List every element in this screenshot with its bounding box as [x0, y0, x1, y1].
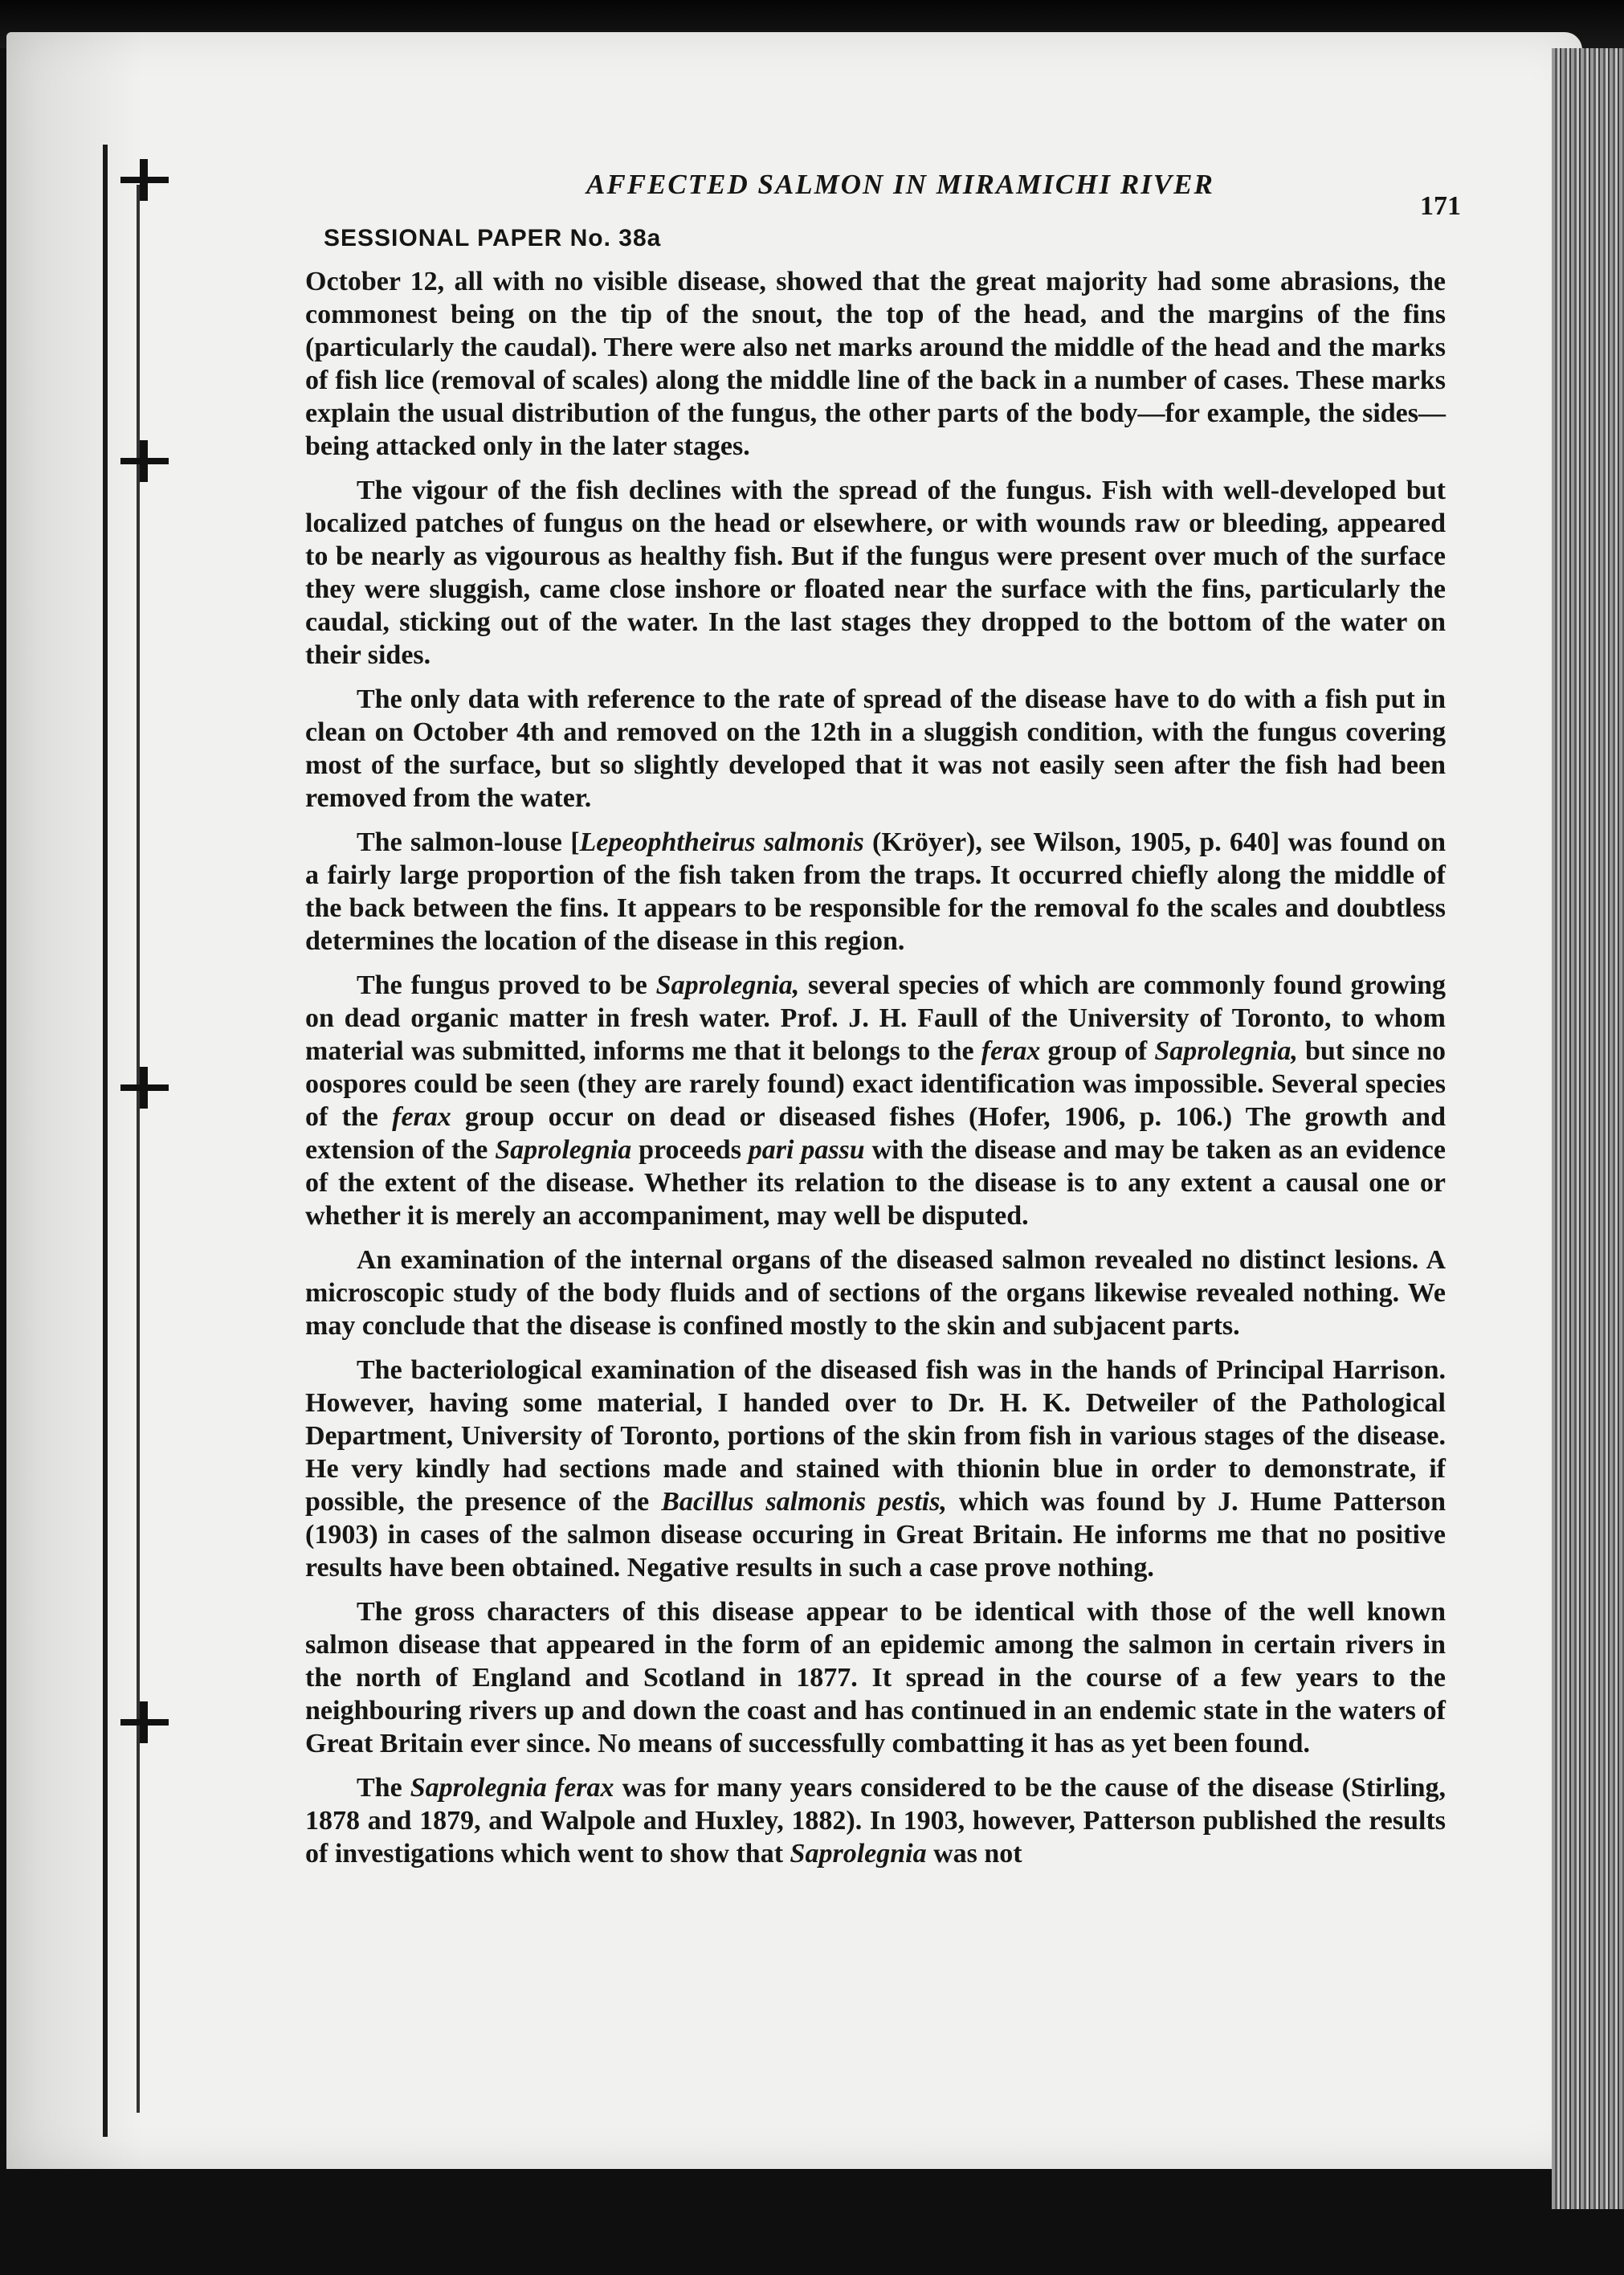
paragraph-text: was not: [926, 1839, 1022, 1869]
binding-stitch-mark: [120, 1719, 169, 1726]
paragraph: [305, 683, 1446, 815]
paragraph-text: but since no oospores could be seen (they are rarely found) exact identification was impossible. Several species of the: [305, 1036, 1446, 1132]
paragraph-text: The: [357, 1773, 410, 1803]
species-name: ferax: [981, 1036, 1041, 1066]
species-name: Saprolegnia: [790, 1839, 927, 1869]
species-name: Saprolegnia: [495, 1135, 632, 1165]
binding-line: [103, 145, 108, 2137]
book-page-edges: [1552, 48, 1624, 2209]
paragraph-text: The fungus proved to be: [357, 970, 656, 1000]
sessional-paper-label: SESSIONAL PAPER No. 38a: [324, 225, 662, 251]
paragraph: [305, 969, 1446, 1232]
paragraph-text: The vigour of the fish declines with the spread of the fungus. Fish with well-developed but localized patches of fungus on the head or elsewhere, or with wounds raw or bleeding, appeared to be nearly as vigourous as healthy fish. But if the fungus were present over much of the surface they were sluggish, came close inshore or floated near the surface with the fins, particularly the caudal, sticking out of the water. In the last stages they dropped to the bottom of the water on their sides.: [305, 476, 1446, 670]
paragraph-text: The salmon-louse [: [357, 827, 580, 857]
paragraph-text: October 12, all with no visible disease, showed that the great majority had some abrasions, the commonest being on the tip of the snout, the top of the head, and the margins of the fins (particularly the caudal). There were also net marks around the middle of the head and the marks of fish lice (removal of scales) along the middle line of the back in a number of cases. These marks explain the usual distribution of the fungus, the other parts of the body—for example, the sides—being attacked only in the later stages.: [305, 267, 1446, 461]
paragraph-text: several species of which are commonly found growing on dead organic matter in fresh water. Prof. J. H. Faull of the University of Toronto, to whom material was submitted, informs me that it belongs to the: [305, 970, 1446, 1066]
paragraph-text: (Kröyer), see Wilson, 1905, p. 640] was found on a fairly large proportion of the fish taken from the traps. It occurred chiefly along the middle of the back between the fins. It appears to be responsible for the removal fo the scales and doubtless determines the location of the disease in this region.: [305, 827, 1446, 956]
paragraph-text: An examination of the internal organs of the diseased salmon revealed no distinct lesions. A microscopic study of the body fluids and of sections of the organs likewise revealed nothing. We may conclude that the disease is confined mostly to the skin and subjacent parts.: [305, 1245, 1446, 1341]
paragraph-text: which was found by J. Hume Patterson (1903) in cases of the salmon disease occuring in Great Britain. He informs me that no positive results have been obtained. Negative results in such a case prove nothing.: [305, 1487, 1446, 1583]
body-text: [305, 265, 1446, 1881]
paragraph: [305, 1771, 1446, 1870]
species-name: Saprolegnia ferax: [410, 1773, 614, 1803]
species-name: ferax: [392, 1102, 451, 1132]
page-number: 171: [1420, 191, 1461, 221]
paragraph: [305, 265, 1446, 463]
paragraph-text: group of: [1040, 1036, 1155, 1066]
paragraph-text: The only data with reference to the rate of spread of the disease have to do with a fish put in clean on October 4th and removed on the 12th in a sluggish condition, with the fungus covering most of the surface, but so slightly developed that it was not easily seen after the fish had been removed from the water.: [305, 684, 1446, 813]
paragraph: [305, 826, 1446, 958]
paragraph-text: with the disease and may be taken as an evidence of the extent of the disease. Whether its relation to the disease is to any extent a causal one or whether it is merely an accompaniment, may well be disputed.: [305, 1135, 1446, 1231]
paragraph: [305, 474, 1446, 672]
paragraph-text: proceeds: [631, 1135, 749, 1165]
paragraph-text: was for many years considered to be the cause of the disease (Stirling, 1878 and 1879, and Walpole and Huxley, 1882). In 1903, however, Patterson published the results of investigations which went to show that: [305, 1773, 1446, 1869]
running-head: AFFECTED SALMON IN MIRAMICHI RIVER: [586, 169, 1214, 200]
paragraph-text: The bacteriological examination of the diseased fish was in the hands of Principal Harrison. However, having some material, I handed over to Dr. H. K. Detweiler of the Pathological Department, University of Toronto, portions of the skin from fish in various stages of the disease. He very kindly had sections made and stained with thionin blue in order to demonstrate, if possible, the presence of the: [305, 1355, 1446, 1517]
binding-stitch-mark: [120, 458, 169, 464]
species-name: Saprolegnia,: [655, 970, 800, 1000]
species-name: Bacillus salmonis pestis,: [661, 1487, 947, 1517]
binding-stitch-mark: [120, 177, 169, 183]
paragraph: [305, 1354, 1446, 1584]
gutter-shadow: [6, 32, 143, 2169]
species-name: Lepeophtheirus salmonis: [579, 827, 864, 857]
species-name: Saprolegnia,: [1154, 1036, 1298, 1066]
binding-stitch-mark: [120, 1084, 169, 1091]
paragraph: [305, 1244, 1446, 1342]
paragraph-text: group occur on dead or diseased fishes (Hofer, 1906, p. 106.) The growth and extension of the: [305, 1102, 1446, 1165]
paragraph: [305, 1595, 1446, 1760]
paragraph-text: The gross characters of this disease appear to be identical with those of the well known salmon disease that appeared in the form of an epidemic among the salmon in certain rivers in the north of England and Scotland in 1877. It spread in the course of a few years to the neighbouring rivers up and down the coast and has continued in an endemic state in the waters of Great Britain ever since. No means of successfully combatting it has as yet been found.: [305, 1597, 1446, 1758]
latin-phrase: pari passu: [748, 1135, 865, 1165]
